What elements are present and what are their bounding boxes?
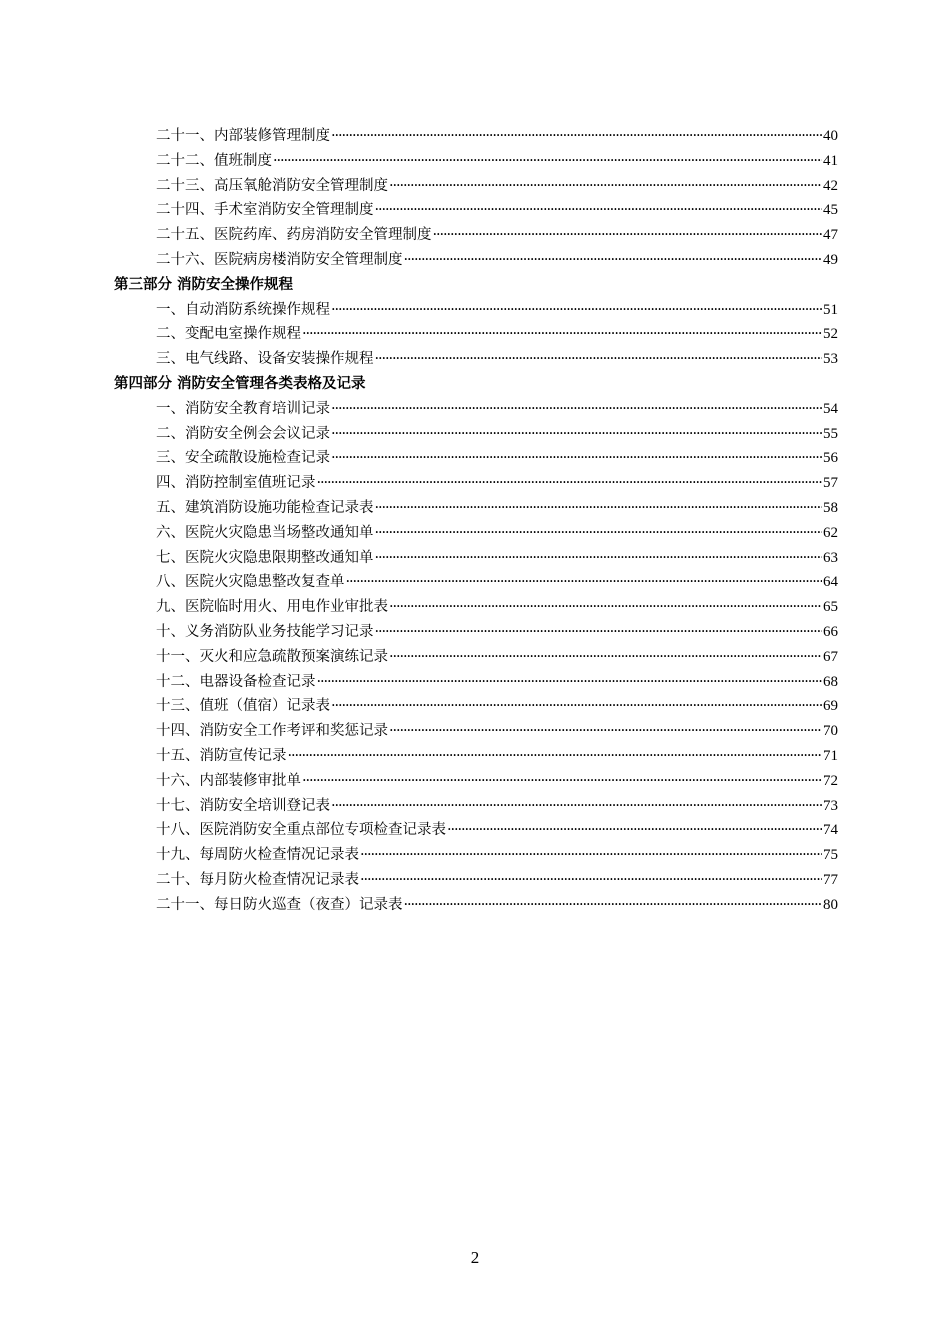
toc-entry-page: 47 [823, 227, 838, 244]
toc-entry-page: 69 [823, 698, 838, 715]
toc-entry-label: 二十六、医院病房楼消防安全管理制度 [156, 251, 403, 268]
toc-entry[interactable] [114, 496, 838, 521]
toc-entry-page: 75 [823, 847, 838, 864]
toc-entry-page: 68 [823, 673, 838, 690]
toc-entry-label: 二十三、高压氧舱消防安全管理制度 [156, 177, 388, 194]
toc-entry-label: 二十一、内部装修管理制度 [156, 128, 330, 144]
toc-entry[interactable] [114, 347, 838, 372]
dot-leader [331, 446, 822, 471]
dot-leader [317, 670, 823, 695]
dot-leader [331, 397, 822, 422]
toc-section-heading[interactable] [114, 372, 838, 397]
toc-entry[interactable] [114, 694, 838, 719]
toc-entry-page: 65 [823, 599, 838, 616]
toc-entry-page: 40 [823, 128, 838, 144]
dot-leader [331, 124, 822, 149]
toc-entry[interactable] [114, 149, 838, 174]
toc-entry[interactable] [114, 174, 838, 199]
toc-entry[interactable] [114, 818, 838, 843]
dot-leader [389, 645, 822, 670]
dot-leader [317, 471, 823, 496]
toc-entry[interactable] [114, 248, 838, 273]
dot-leader [346, 570, 823, 595]
toc-entry-label: 七、医院火灾隐患限期整改通知单 [156, 549, 374, 566]
toc-entry-label: 三、安全疏散设施检查记录 [156, 450, 330, 467]
page-number: 2 [470, 1248, 480, 1267]
section-heading-part3: 第三部分 消防安全操作规程 [114, 276, 294, 293]
table-of-contents [114, 124, 838, 918]
toc-entry-page: 62 [823, 524, 838, 541]
toc-entry-page: 74 [823, 822, 838, 839]
toc-entry-label: 十七、消防安全培训登记表 [156, 797, 330, 814]
toc-entry-page: 80 [823, 896, 838, 913]
toc-entry-label: 二十五、医院药库、药房消防安全管理制度 [156, 227, 432, 244]
toc-entry[interactable] [114, 546, 838, 571]
toc-entry-page: 57 [823, 475, 838, 492]
toc-entry[interactable] [114, 298, 838, 323]
toc-entry-label: 十九、每周防火检查情况记录表 [156, 847, 359, 864]
toc-entry-label: 五、建筑消防设施功能检查记录表 [156, 499, 374, 516]
dot-leader [302, 322, 822, 347]
toc-entry[interactable] [114, 670, 838, 695]
toc-entry-page: 45 [823, 202, 838, 219]
section-heading-part4: 第四部分 消防安全管理各类表格及记录 [114, 375, 366, 392]
toc-entry-page: 41 [823, 152, 838, 169]
toc-entry[interactable] [114, 794, 838, 819]
dot-leader [331, 422, 822, 447]
toc-entry[interactable] [114, 893, 838, 918]
toc-entry-label: 十二、电器设备检查记录 [156, 673, 316, 690]
toc-entry-label: 九、医院临时用火、用电作业审批表 [156, 599, 388, 616]
dot-leader [302, 769, 822, 794]
toc-entry-page: 63 [823, 549, 838, 566]
dot-leader [404, 893, 823, 918]
toc-entry[interactable] [114, 744, 838, 769]
toc-entry-page: 77 [823, 871, 838, 888]
toc-entry-page: 49 [823, 251, 838, 268]
toc-entry[interactable] [114, 471, 838, 496]
toc-entry-label: 二十、每月防火检查情况记录表 [156, 871, 359, 888]
dot-leader [375, 347, 823, 372]
toc-entry-page: 73 [823, 797, 838, 814]
toc-entry-label: 八、医院火灾隐患整改复查单 [156, 574, 345, 591]
toc-entry[interactable] [114, 868, 838, 893]
dot-leader [404, 248, 823, 273]
toc-entry-label: 十、义务消防队业务技能学习记录 [156, 623, 374, 640]
toc-entry-page: 56 [823, 450, 838, 467]
toc-entry-label: 二十二、值班制度 [156, 152, 272, 169]
dot-leader [273, 149, 822, 174]
dot-leader [331, 694, 822, 719]
toc-entry-label: 一、消防安全教育培训记录 [156, 400, 330, 417]
toc-entry[interactable] [114, 124, 838, 149]
toc-entry-label: 十六、内部装修审批单 [156, 772, 301, 789]
dot-leader [389, 174, 822, 199]
dot-leader [447, 818, 822, 843]
dot-leader [375, 521, 823, 546]
toc-entry-page: 71 [823, 747, 838, 764]
toc-entry-label: 十八、医院消防安全重点部位专项检查记录表 [156, 822, 446, 839]
toc-entry[interactable] [114, 223, 838, 248]
dot-leader [331, 794, 822, 819]
toc-entry-label: 十四、消防安全工作考评和奖惩记录 [156, 723, 388, 740]
toc-entry-label: 二、变配电室操作规程 [156, 326, 301, 343]
toc-entry-page: 64 [823, 574, 838, 591]
toc-entry[interactable] [114, 422, 838, 447]
toc-entry[interactable] [114, 620, 838, 645]
toc-entry[interactable] [114, 322, 838, 347]
toc-entry-label: 十五、消防宣传记录 [156, 747, 287, 764]
toc-entry[interactable] [114, 769, 838, 794]
toc-entry[interactable] [114, 645, 838, 670]
dot-leader [375, 546, 823, 571]
toc-entry-label: 三、电气线路、设备安装操作规程 [156, 351, 374, 368]
toc-entry-label: 二十一、每日防火巡查（夜查）记录表 [156, 896, 403, 913]
toc-entry-label: 十三、值班（值宿）记录表 [156, 698, 330, 715]
toc-entry[interactable] [114, 843, 838, 868]
toc-entry[interactable] [114, 570, 838, 595]
dot-leader [375, 496, 823, 521]
dot-leader [375, 620, 823, 645]
toc-entry-page: 51 [823, 301, 838, 318]
toc-entry-page: 66 [823, 623, 838, 640]
toc-entry-page: 55 [823, 425, 838, 442]
toc-entry-label: 十一、灭火和应急疏散预案演练记录 [156, 648, 388, 665]
toc-entry-page: 53 [823, 351, 838, 368]
toc-entry-page: 54 [823, 400, 838, 417]
toc-entry[interactable] [114, 719, 838, 744]
toc-entry-label: 二十四、手术室消防安全管理制度 [156, 202, 374, 219]
toc-entry-label: 二、消防安全例会会议记录 [156, 425, 330, 442]
dot-leader [331, 298, 822, 323]
toc-entry-page: 72 [823, 772, 838, 789]
toc-entry-page: 67 [823, 648, 838, 665]
dot-leader [360, 843, 822, 868]
toc-entry-page: 52 [823, 326, 838, 343]
dot-leader [375, 198, 823, 223]
toc-entry[interactable] [114, 446, 838, 471]
toc-entry[interactable] [114, 521, 838, 546]
dot-leader [389, 595, 822, 620]
toc-entry-page: 42 [823, 177, 838, 194]
toc-entry[interactable] [114, 198, 838, 223]
toc-entry-label: 四、消防控制室值班记录 [156, 475, 316, 492]
toc-entry-label: 一、自动消防系统操作规程 [156, 301, 330, 318]
dot-leader [433, 223, 823, 248]
dot-leader [288, 744, 823, 769]
toc-entry-page: 58 [823, 499, 838, 516]
toc-entry[interactable] [114, 595, 838, 620]
dot-leader [389, 719, 822, 744]
toc-section-heading[interactable] [114, 273, 838, 298]
toc-entry[interactable] [114, 397, 838, 422]
toc-entry-label: 六、医院火灾隐患当场整改通知单 [156, 524, 374, 541]
toc-entry-page: 70 [823, 723, 838, 740]
dot-leader [360, 868, 822, 893]
